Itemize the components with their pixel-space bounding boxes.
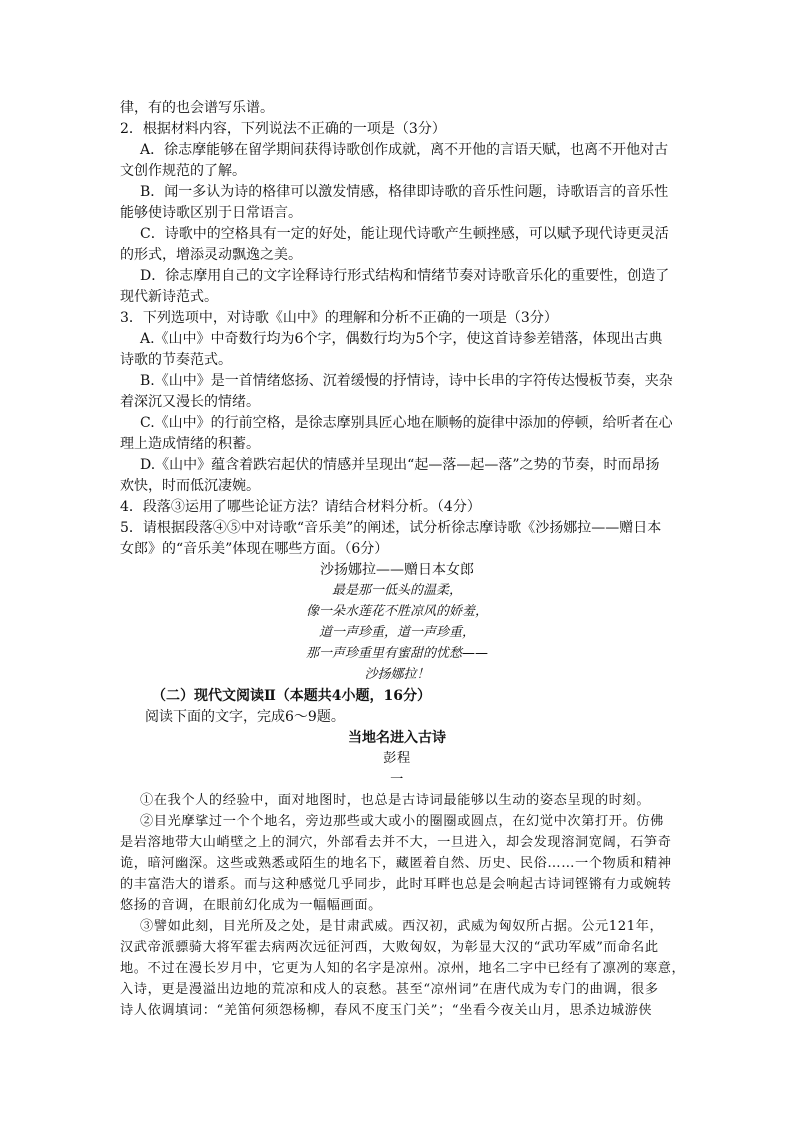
- question-2-option-a: A．徐志摩能够在留学期间获得诗歌创作成就，离不开他的言语天赋，也离不开他对古: [140, 142, 669, 158]
- poem-line: 沙扬娜拉！: [364, 667, 430, 682]
- article-paragraph-3-line: 入诗，更是漫溢出边地的荒凉和戍人的哀愁。甚至“凉州词”在唐代成为专门的曲调，很多: [120, 982, 659, 997]
- question-2-option-d: D．徐志摩用自己的文字诠释诗行形式结构和情绪节奏对诗歌音乐化的重要性，创造了: [140, 268, 670, 284]
- article-paragraph-3-line: 诗人依调填词：“羌笛何须怨杨柳，春风不度玉门关”；“坐看今夜关山月，思杀边城游侠: [120, 1003, 653, 1018]
- question-3-stem: 3．下列选项中，对诗歌《山中》的理解和分析不正确的一项是（3分）: [120, 310, 558, 326]
- article-part-number: 一: [390, 772, 404, 787]
- question-2-option-c: C．诗歌中的空格具有一定的好处，能让现代诗歌产生顿挫感，可以赋予现代诗更灵活: [140, 226, 669, 242]
- question-3-option-c-cont: 理上造成情绪的积蓄。: [120, 436, 260, 452]
- article-paragraph-2: ②目光摩挲过一个个地名，旁边那些或大或小的圈圈或圆点，在幻觉中次第打开。仿佛: [140, 814, 664, 829]
- section-heading: （二）现代文阅读Ⅱ（本题共4小题，16分）: [152, 688, 432, 704]
- poem-title: 沙扬娜拉——赠日本女郎: [320, 562, 474, 578]
- article-paragraph-2-line: 诡，暗河幽深。这些或熟悉或陌生的地名下，藏匿着自然、历史、民俗……一个物质和精神: [120, 856, 672, 871]
- question-2-stem: 2．根据材料内容，下列说法不正确的一项是（3分）: [120, 121, 446, 137]
- article-paragraph-3-line: 地。不过在漫长岁月中，它更为人知的名字是凉州。凉州，地名二字中已经有了凛冽的寒意，: [120, 961, 686, 976]
- article-paragraph-3-line: 汉武帝派骠骑大将军霍去病两次远征河西，大败匈奴，为彰显大汉的“武功军威”而命名此: [120, 940, 659, 955]
- poem-line: 像一朵水莲花不胜凉风的娇羞，: [305, 604, 488, 619]
- poem-line: 最是那一低头的温柔，: [331, 583, 462, 598]
- question-3-option-a: A.《山中》中奇数行均为6个字，偶数行均为5个字，使这首诗参差错落，体现出古典: [140, 331, 663, 347]
- article-paragraph-3: ③譬如此刻，目光所及之处，是甘肃武威。西汉初，武威为匈奴所占据。公元121年，: [140, 919, 664, 934]
- question-2-option-c-cont: 的形式，增添灵动飘逸之美。: [120, 247, 302, 263]
- text-line: 律，有的也会谱写乐谱。: [120, 100, 274, 116]
- section-instruction: 阅读下面的文字，完成6～9题。: [145, 709, 345, 725]
- question-2-option-b: B．闻一多认为诗的格律可以激发情感，格律即诗歌的音乐性问题，诗歌语言的音乐性: [140, 184, 669, 200]
- poem-line: 那一声珍重里有蜜甜的忧愁——: [305, 646, 488, 661]
- question-3-option-d: D.《山中》蕴含着跌宕起伏的情感并呈现出“起—落—起—落”之势的节奏，时而昂扬: [140, 457, 660, 473]
- poem-line: 道一声珍重，道一声珍重，: [318, 625, 475, 640]
- article-paragraph-2-line: 是岩溶地带大山峭壁之上的洞穴，外部看去并不大，一旦进入，却会发现溶洞宽阔，石笋奇: [120, 835, 672, 850]
- question-2-option-a-cont: 文创作规范的了解。: [120, 163, 246, 179]
- article-paragraph-2-line: 悠扬的音调，在眼前幻化成为一幅幅画面。: [120, 898, 382, 913]
- question-5-cont: 女郎》的“音乐美”体现在哪些方面。（6分）: [120, 541, 389, 557]
- question-2-option-d-cont: 现代新诗范式。: [120, 289, 218, 305]
- question-3-option-a-cont: 诗歌的节奏范式。: [120, 352, 232, 368]
- question-2-option-b-cont: 能够使诗歌区别于日常语言。: [120, 205, 302, 221]
- question-3-option-b: B.《山中》是一首情绪悠扬、沉着缓慢的抒情诗，诗中长串的字符传达慢板节奏，夹杂: [140, 373, 673, 389]
- article-paragraph-1: ①在我个人的经验中，面对地图时，也总是古诗词最能够以生动的姿态呈现的时刻。: [140, 793, 651, 808]
- question-5: 5．请根据段落④⑤中对诗歌“音乐美”的阐述，试分析徐志摩诗歌《沙扬娜拉——赠日本: [120, 520, 662, 536]
- question-3-option-b-cont: 着深沉又漫长的情绪。: [120, 394, 260, 410]
- question-4: 4．段落③运用了哪些论证方法？请结合材料分析。（4分）: [120, 499, 481, 515]
- article-title: 当地名进入古诗: [348, 730, 446, 746]
- article-author: 彭程: [383, 751, 411, 766]
- article-paragraph-2-line: 的丰富浩大的谱系。而与这种感觉几乎同步，此时耳畔也总是会响起古诗词铿锵有力或婉转: [120, 877, 672, 892]
- question-3-option-c: C.《山中》的行前空格，是徐志摩别具匠心地在顺畅的旋律中添加的停顿，给听者在心: [140, 415, 673, 431]
- question-3-option-d-cont: 欢快，时而低沉凄婉。: [120, 478, 260, 494]
